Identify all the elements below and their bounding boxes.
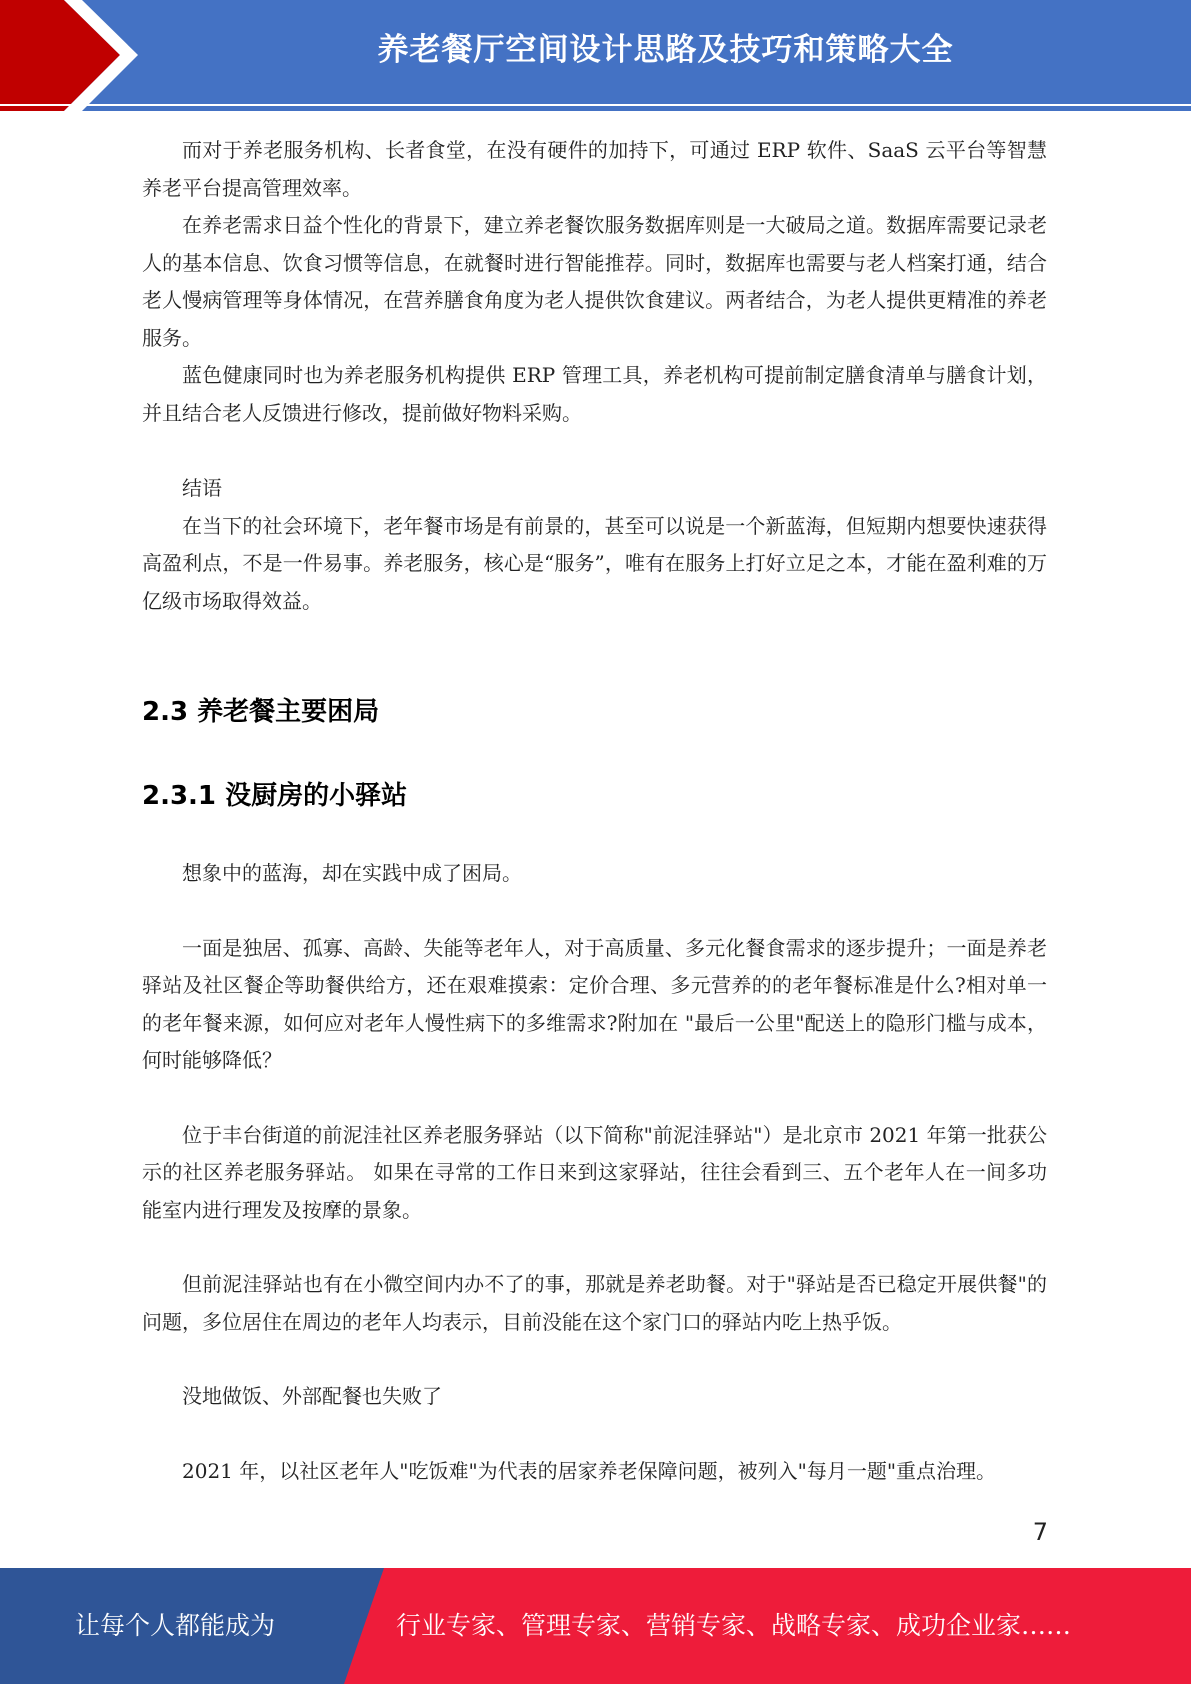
spacer bbox=[142, 1341, 1047, 1378]
section-heading: 2.3 养老餐主要困局 bbox=[142, 697, 380, 727]
body-paragraph: 2021 年，以社区老年人"吃饭难"为代表的居家养老保障问题，被列入"每月一题"重点治理。 bbox=[182, 1458, 997, 1483]
body-paragraph: 但前泥洼驿站也有在小微空间内办不了的事，那就是养老助餐。对于"驿站是否已稳定开展供餐"的问题，多位居住在周边的老年人均表示，目前没能在这个家门口的驿站内吃上热乎饭。 bbox=[142, 1272, 1047, 1334]
body-paragraph: 一面是独居、孤寡、高龄、失能等老年人，对于高质量、多元化餐食需求的逐步提升；一面是养老驿站及社区餐企等助餐供给方，还在艰难摸索：定价合理、多元营养的的老年餐标准是什么?相对单一的老年餐来源，如何应对老年人慢性病下的多维需求?附加在 "最后一公里"配送上的隐形门槛与成本，何时能够降低？ bbox=[142, 935, 1047, 1072]
conclusion-paragraph: 在当下的社会环境下，老年餐市场是有前景的，甚至可以说是一个新蓝海，但短期内想要快速获得高盈利点，不是一件易事。养老服务，核心是“服务”，唯有在服务上打好立足之本，才能在盈利难的万亿级市场取得效益。 bbox=[142, 513, 1047, 613]
header-divider bbox=[0, 104, 1191, 106]
footer-slogan: 让每个人都能成为 bbox=[74, 1611, 275, 1640]
document-body bbox=[142, 132, 1047, 1490]
spacer bbox=[142, 432, 1047, 470]
document-title: 养老餐厅空间设计思路及技巧和策略大全 bbox=[377, 32, 954, 68]
subsection-heading: 2.3.1 没厨房的小驿站 bbox=[142, 781, 408, 811]
spacer bbox=[142, 1080, 1047, 1117]
spacer bbox=[142, 1416, 1047, 1453]
body-paragraph: 在养老需求日益个性化的背景下，建立养老餐饮服务数据库则是一大破局之道。数据库需要记录老人的基本信息、饮食习惯等信息，在就餐时进行智能推荐。同时，数据库也需要与老人档案打通，结合老人慢病管理等身体情况，在营养膳食角度为老人提供饮食建议。两者结合，为老人提供更精准的养老服务。 bbox=[142, 213, 1047, 350]
spacer bbox=[142, 893, 1047, 930]
header-arrow-decoration bbox=[0, 0, 160, 111]
conclusion-label: 结语 bbox=[182, 476, 222, 500]
body-paragraph: 没地做饭、外部配餐也失败了 bbox=[182, 1384, 442, 1408]
footer-roles-text: 行业专家、管理专家、营销专家、战略专家、成功企业家…… bbox=[396, 1611, 1072, 1640]
spacer bbox=[142, 730, 1047, 778]
body-paragraph: 位于丰台街道的前泥洼社区养老服务驿站（以下简称"前泥洼驿站"）是北京市 2021 年第一批获公示的社区养老服务驿站。 如果在寻常的工作日来到这家驿站，往往会看到三、五个老年人在一间多功能室内进行理发及按摩的景象。 bbox=[142, 1122, 1047, 1222]
spacer bbox=[142, 674, 1047, 694]
page-header bbox=[0, 0, 1191, 111]
body-paragraph: 而对于养老服务机构、长者食堂，在没有硬件的加持下，可通过 ERP 软件、SaaS 云平台等智慧养老平台提高管理效率。 bbox=[142, 138, 1047, 200]
spacer bbox=[142, 1229, 1047, 1266]
page-footer bbox=[0, 1568, 1191, 1684]
page-number: 7 bbox=[1032, 1518, 1048, 1546]
body-paragraph: 蓝色健康同时也为养老服务机构提供 ERP 管理工具，养老机构可提前制定膳食清单与膳食计划，并且结合老人反馈进行修改，提前做好物料采购。 bbox=[142, 363, 1047, 425]
spacer bbox=[142, 814, 1047, 855]
spacer bbox=[142, 620, 1047, 674]
body-paragraph: 想象中的蓝海，却在实践中成了困局。 bbox=[182, 861, 522, 885]
